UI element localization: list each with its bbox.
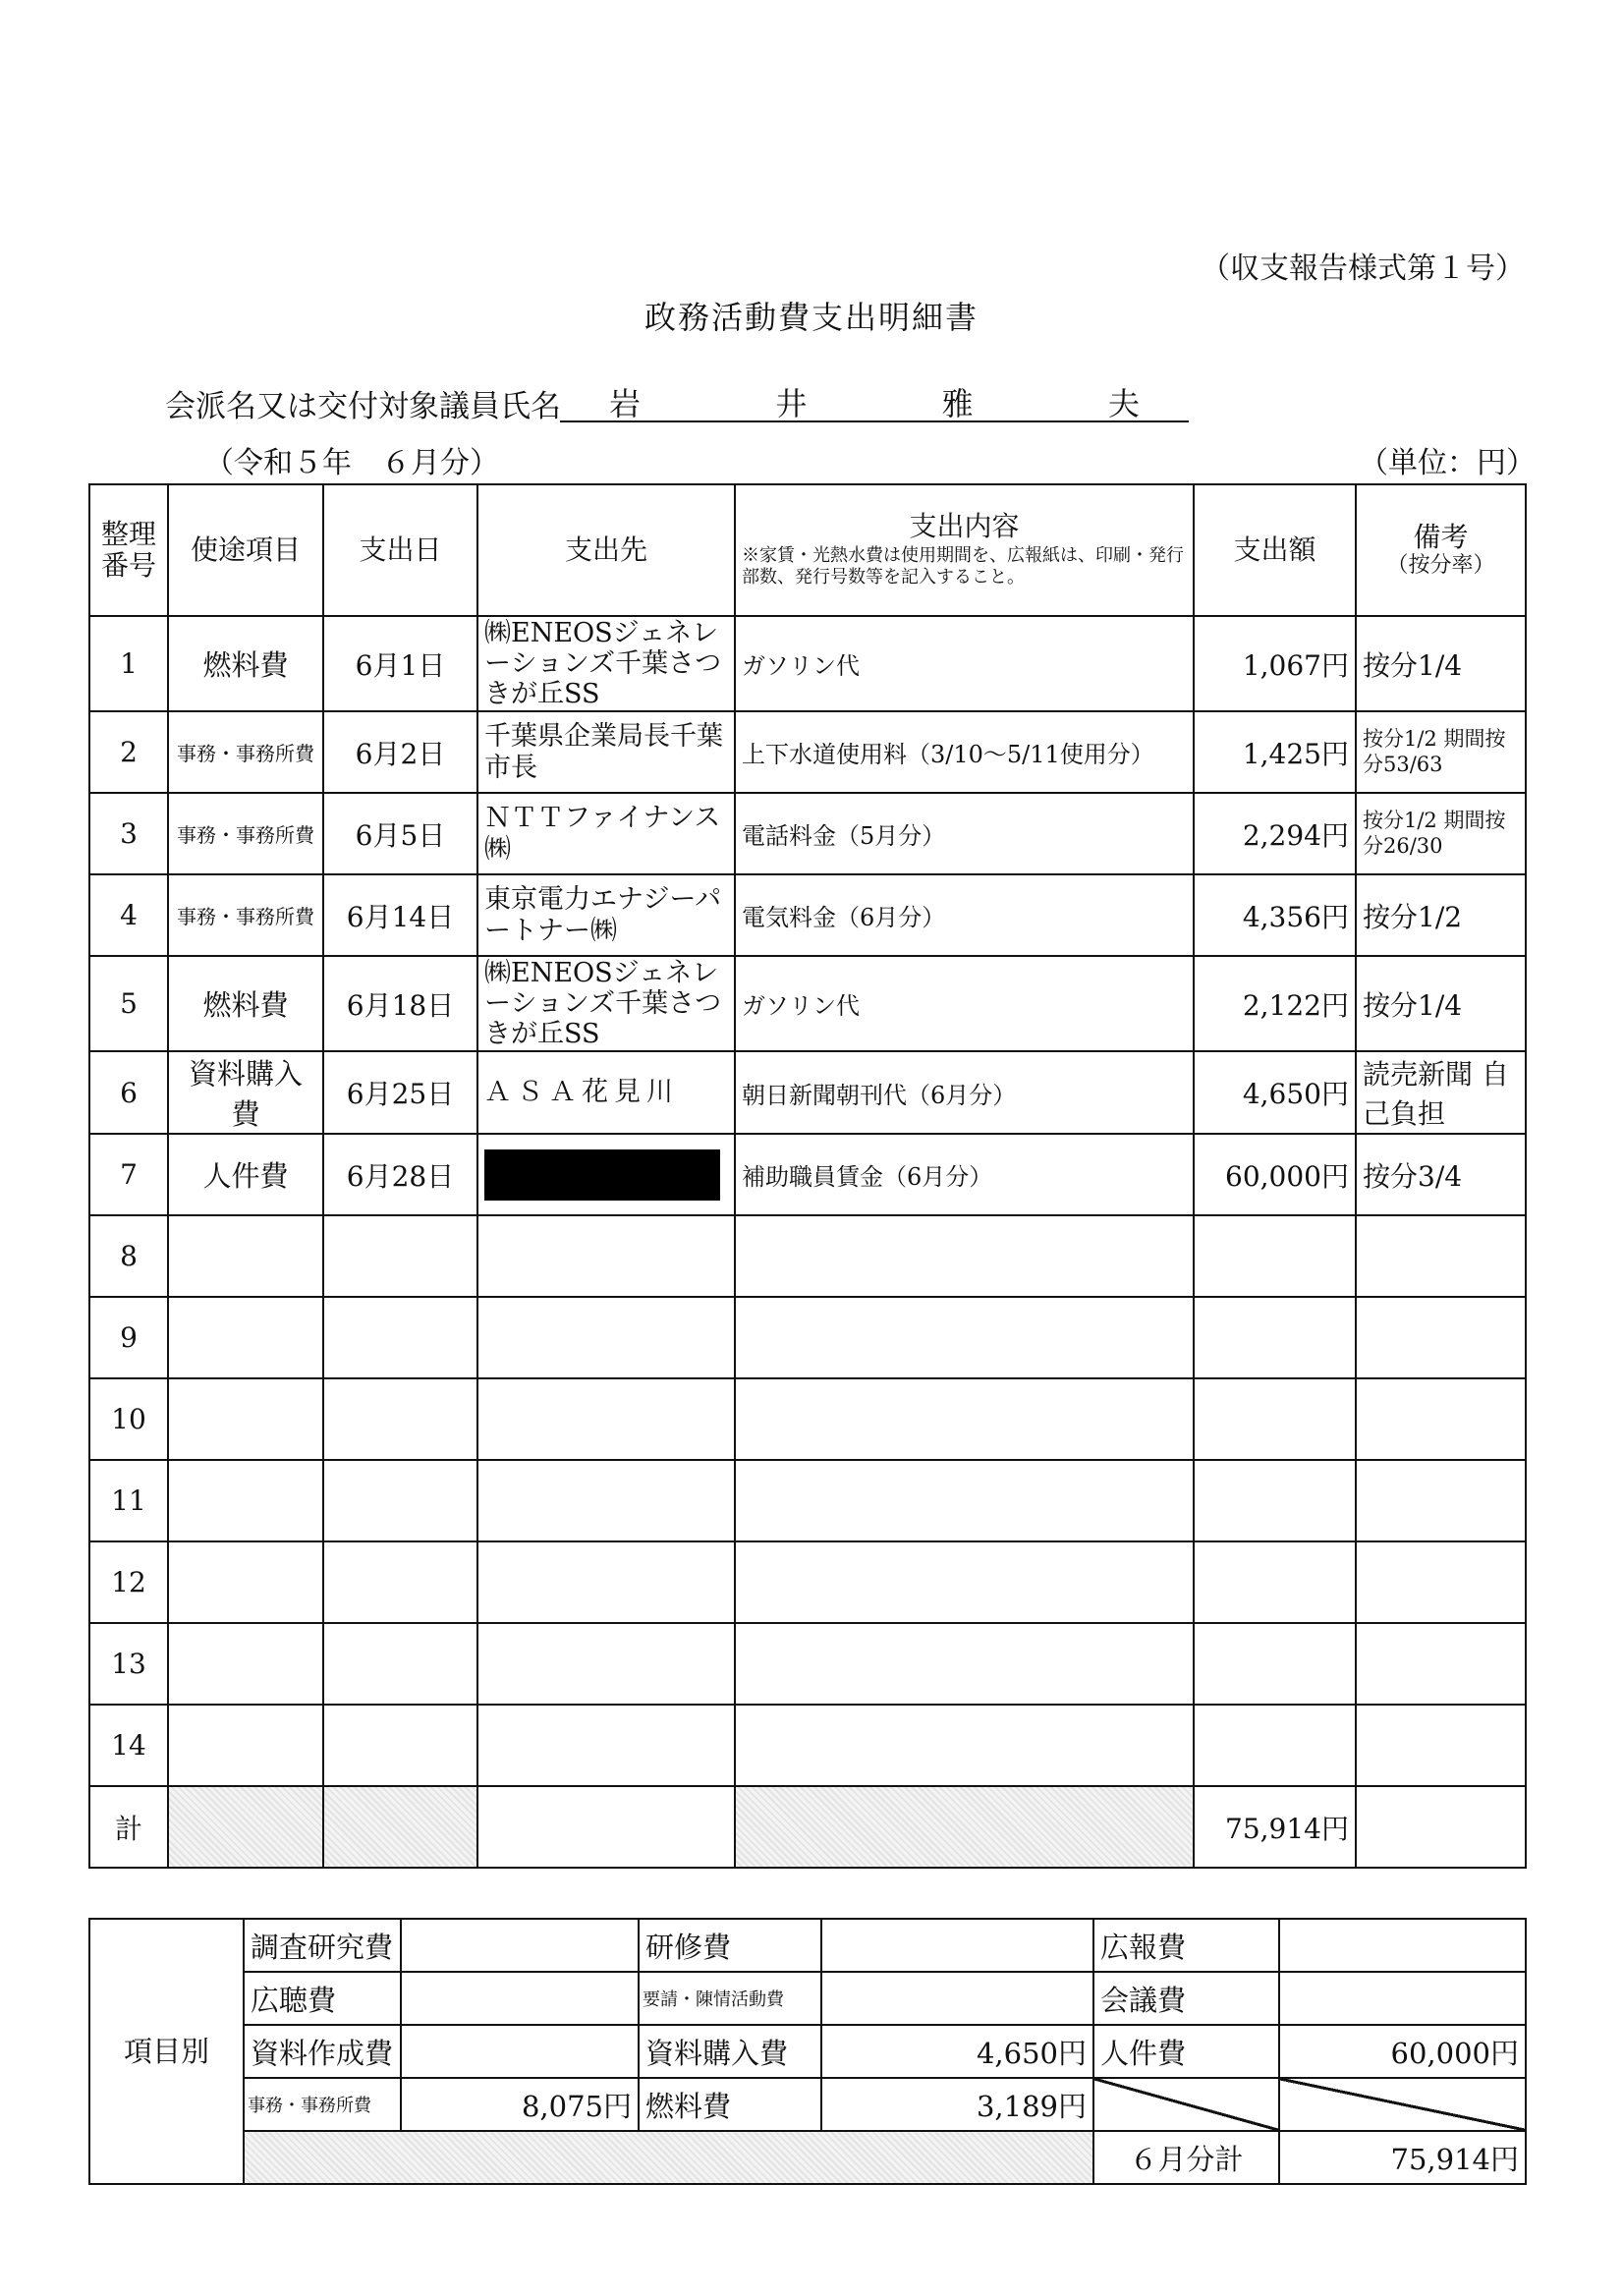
row-no: 2	[89, 711, 168, 793]
row-category: 燃料費	[168, 956, 323, 1051]
row-remarks	[1356, 1623, 1526, 1705]
row-remarks: 按分1/2 期間按分53/63	[1356, 711, 1526, 793]
row-category: 資料購入費	[168, 1051, 323, 1134]
row-category	[168, 1623, 323, 1705]
member-name-underline	[560, 420, 1189, 422]
redaction-block	[484, 1149, 720, 1201]
summary-row	[89, 1972, 1526, 2025]
column-header-remarks-sub: （按分率）	[1386, 553, 1495, 579]
document-title: 政務活動費支出明細書	[644, 299, 979, 336]
row-category	[168, 1460, 323, 1541]
total-label: 計	[89, 1786, 168, 1868]
row-no: 6	[89, 1051, 168, 1134]
summary-value-office: 8,075円	[401, 2078, 639, 2131]
row-date: 6月28日	[323, 1134, 477, 1215]
row-content	[735, 1705, 1194, 1786]
total-empty-cell	[1356, 1786, 1526, 1868]
row-amount: 2,122円	[1194, 956, 1356, 1051]
summary-label-pr: 広報費	[1093, 1919, 1279, 1972]
row-payee: 東京電力エナジーパートナー㈱	[477, 874, 735, 956]
total-row	[89, 1786, 1526, 1868]
member-name-char: 雅	[941, 385, 974, 422]
row-amount	[1194, 1215, 1356, 1297]
row-date	[323, 1541, 477, 1623]
summary-row	[89, 1919, 1526, 1972]
summary-label-fuel: 燃料費	[639, 2078, 821, 2131]
row-no: 10	[89, 1378, 168, 1460]
row-content	[735, 1460, 1194, 1541]
row-date	[323, 1378, 477, 1460]
row-remarks	[1356, 1297, 1526, 1378]
month-total-label: ６月分計	[1093, 2131, 1279, 2184]
row-no: 1	[89, 616, 168, 711]
row-amount	[1194, 1460, 1356, 1541]
table-row	[89, 711, 1526, 793]
row-date: 6月14日	[323, 874, 477, 956]
row-date: 6月1日	[323, 616, 477, 711]
total-amount: 75,914円	[1194, 1786, 1356, 1868]
row-content: 補助職員賃金（6月分）	[735, 1134, 1194, 1215]
summary-shaded-cell	[244, 2131, 1093, 2184]
row-payee: ＮＴＴファイナンス㈱	[477, 793, 735, 874]
form-number: （収支報告様式第１号）	[1201, 252, 1525, 286]
row-no: 13	[89, 1623, 168, 1705]
column-header-remarks	[1356, 484, 1526, 616]
row-category: 事務・事務所費	[168, 874, 323, 956]
row-date	[323, 1705, 477, 1786]
summary-value-meeting	[1279, 1972, 1526, 2025]
row-category	[168, 1297, 323, 1378]
row-payee: ㈱ENEOSジェネレーションズ千葉さつきが丘SS	[477, 956, 735, 1051]
summary-label-petition: 要請・陳情活動費	[639, 1972, 821, 2025]
row-date	[323, 1623, 477, 1705]
row-date: 6月5日	[323, 793, 477, 874]
table-header-row	[89, 484, 1526, 616]
row-payee	[477, 1215, 735, 1297]
row-no: 12	[89, 1541, 168, 1623]
column-header-payee: 支出先	[477, 484, 735, 616]
summary-value-materials-making	[401, 2025, 639, 2078]
summary-row	[89, 2025, 1526, 2078]
row-remarks	[1356, 1378, 1526, 1460]
row-payee	[477, 1297, 735, 1378]
row-amount: 4,356円	[1194, 874, 1356, 956]
summary-label-research: 調査研究費	[244, 1919, 401, 1972]
summary-label-meeting: 会議費	[1093, 1972, 1279, 2025]
row-payee: ＡＳＡ花見川	[477, 1051, 735, 1134]
row-date	[323, 1215, 477, 1297]
row-content	[735, 1378, 1194, 1460]
row-remarks: 按分3/4	[1356, 1134, 1526, 1215]
row-date: 6月2日	[323, 711, 477, 793]
row-content	[735, 1215, 1194, 1297]
row-remarks: 読売新聞 自己負担	[1356, 1051, 1526, 1134]
row-remarks	[1356, 1541, 1526, 1623]
row-content: 朝日新聞朝刊代（6月分）	[735, 1051, 1194, 1134]
table-row	[89, 616, 1526, 711]
row-payee: 千葉県企業局長千葉市長	[477, 711, 735, 793]
category-summary-table	[88, 1918, 1527, 2185]
row-no: 7	[89, 1134, 168, 1215]
member-name-label: 会派名又は交付対象議員氏名	[165, 389, 561, 424]
row-date: 6月25日	[323, 1051, 477, 1134]
table-row	[89, 1460, 1526, 1541]
column-header-content	[735, 484, 1194, 616]
row-date	[323, 1460, 477, 1541]
row-amount	[1194, 1297, 1356, 1378]
total-empty-cell	[477, 1786, 735, 1868]
row-amount: 4,650円	[1194, 1051, 1356, 1134]
summary-row	[89, 2131, 1526, 2184]
row-amount	[1194, 1705, 1356, 1786]
row-payee	[477, 1541, 735, 1623]
summary-value-personnel: 60,000円	[1279, 2025, 1526, 2078]
member-name-char: 夫	[1107, 385, 1140, 422]
summary-value-research	[401, 1919, 639, 1972]
total-shaded-cell	[323, 1786, 477, 1868]
row-remarks	[1356, 1215, 1526, 1297]
row-content: 電話料金（5月分）	[735, 793, 1194, 874]
summary-label-personnel: 人件費	[1093, 2025, 1279, 2078]
row-remarks	[1356, 1460, 1526, 1541]
total-shaded-cell	[168, 1786, 323, 1868]
table-row	[89, 793, 1526, 874]
row-remarks: 按分1/4	[1356, 956, 1526, 1051]
row-content	[735, 1541, 1194, 1623]
column-header-content-title: 支出内容	[909, 510, 1020, 543]
row-category	[168, 1705, 323, 1786]
row-amount	[1194, 1623, 1356, 1705]
row-category: 事務・事務所費	[168, 793, 323, 874]
summary-label-materials-purchase: 資料購入費	[639, 2025, 821, 2078]
row-content	[735, 1297, 1194, 1378]
row-amount	[1194, 1541, 1356, 1623]
row-category	[168, 1215, 323, 1297]
row-amount: 2,294円	[1194, 793, 1356, 874]
row-payee	[477, 1460, 735, 1541]
row-no: 9	[89, 1297, 168, 1378]
table-row	[89, 956, 1526, 1051]
table-row	[89, 1705, 1526, 1786]
table-row	[89, 1134, 1526, 1215]
summary-value-petition	[821, 1972, 1093, 2025]
row-category: 人件費	[168, 1134, 323, 1215]
row-no: 8	[89, 1215, 168, 1297]
member-name	[560, 379, 1189, 424]
row-remarks	[1356, 1705, 1526, 1786]
table-row	[89, 1215, 1526, 1297]
summary-row	[89, 2078, 1526, 2131]
row-remarks: 按分1/4	[1356, 616, 1526, 711]
table-row	[89, 1541, 1526, 1623]
table-row	[89, 1378, 1526, 1460]
table-row	[89, 1297, 1526, 1378]
row-payee	[477, 1623, 735, 1705]
column-header-remarks-title: 備考	[1413, 521, 1469, 554]
column-header-date: 支出日	[323, 484, 477, 616]
row-content: 電気料金（6月分）	[735, 874, 1194, 956]
row-category	[168, 1378, 323, 1460]
row-amount: 1,067円	[1194, 616, 1356, 711]
row-amount	[1194, 1378, 1356, 1460]
summary-value-pr	[1279, 1919, 1526, 1972]
column-header-category: 使途項目	[168, 484, 323, 616]
column-header-content-note: ※家賃・光熱水費は使用期間を、広報紙は、印刷・発行部数、発行号数等を記入すること。	[742, 544, 1184, 588]
summary-value-training	[821, 1919, 1093, 1972]
row-no: 11	[89, 1460, 168, 1541]
member-name-char: 岩	[609, 385, 642, 422]
row-date	[323, 1297, 477, 1378]
summary-label-office: 事務・事務所費	[244, 2078, 401, 2131]
summary-crossed-cell	[1279, 2078, 1526, 2131]
row-category: 燃料費	[168, 616, 323, 711]
summary-value-materials-purchase: 4,650円	[821, 2025, 1093, 2078]
column-header-amount: 支出額	[1194, 484, 1356, 616]
summary-value-hearing	[401, 1972, 639, 2025]
summary-label-training: 研修費	[639, 1919, 821, 1972]
row-content: ガソリン代	[735, 616, 1194, 711]
summary-side-label: 項目別	[89, 1919, 244, 2184]
row-payee	[477, 1705, 735, 1786]
row-content: 上下水道使用料（3/10～5/11使用分）	[735, 711, 1194, 793]
row-payee-redacted	[477, 1134, 735, 1215]
row-content: ガソリン代	[735, 956, 1194, 1051]
column-header-no: 整理番号	[89, 484, 168, 616]
row-date: 6月18日	[323, 956, 477, 1051]
row-payee: ㈱ENEOSジェネレーションズ千葉さつきが丘SS	[477, 616, 735, 711]
row-remarks: 按分1/2 期間按分26/30	[1356, 793, 1526, 874]
row-category: 事務・事務所費	[168, 711, 323, 793]
row-payee	[477, 1378, 735, 1460]
summary-value-fuel: 3,189円	[821, 2078, 1093, 2131]
row-amount: 1,425円	[1194, 711, 1356, 793]
row-remarks: 按分1/2	[1356, 874, 1526, 956]
row-no: 3	[89, 793, 168, 874]
row-content	[735, 1623, 1194, 1705]
row-no: 4	[89, 874, 168, 956]
member-name-char: 井	[775, 385, 808, 422]
currency-unit: （単位：円）	[1359, 446, 1536, 480]
month-total-value: 75,914円	[1279, 2131, 1526, 2184]
expenditure-table	[88, 483, 1527, 1869]
row-category	[168, 1541, 323, 1623]
total-shaded-cell	[735, 1786, 1194, 1868]
table-row	[89, 1623, 1526, 1705]
row-amount: 60,000円	[1194, 1134, 1356, 1215]
report-period: （令和５年 ６月分）	[204, 446, 499, 480]
summary-label-materials-making: 資料作成費	[244, 2025, 401, 2078]
table-row	[89, 874, 1526, 956]
row-no: 14	[89, 1705, 168, 1786]
summary-crossed-cell	[1093, 2078, 1279, 2131]
table-row	[89, 1051, 1526, 1134]
row-no: 5	[89, 956, 168, 1051]
summary-label-hearing: 広聴費	[244, 1972, 401, 2025]
